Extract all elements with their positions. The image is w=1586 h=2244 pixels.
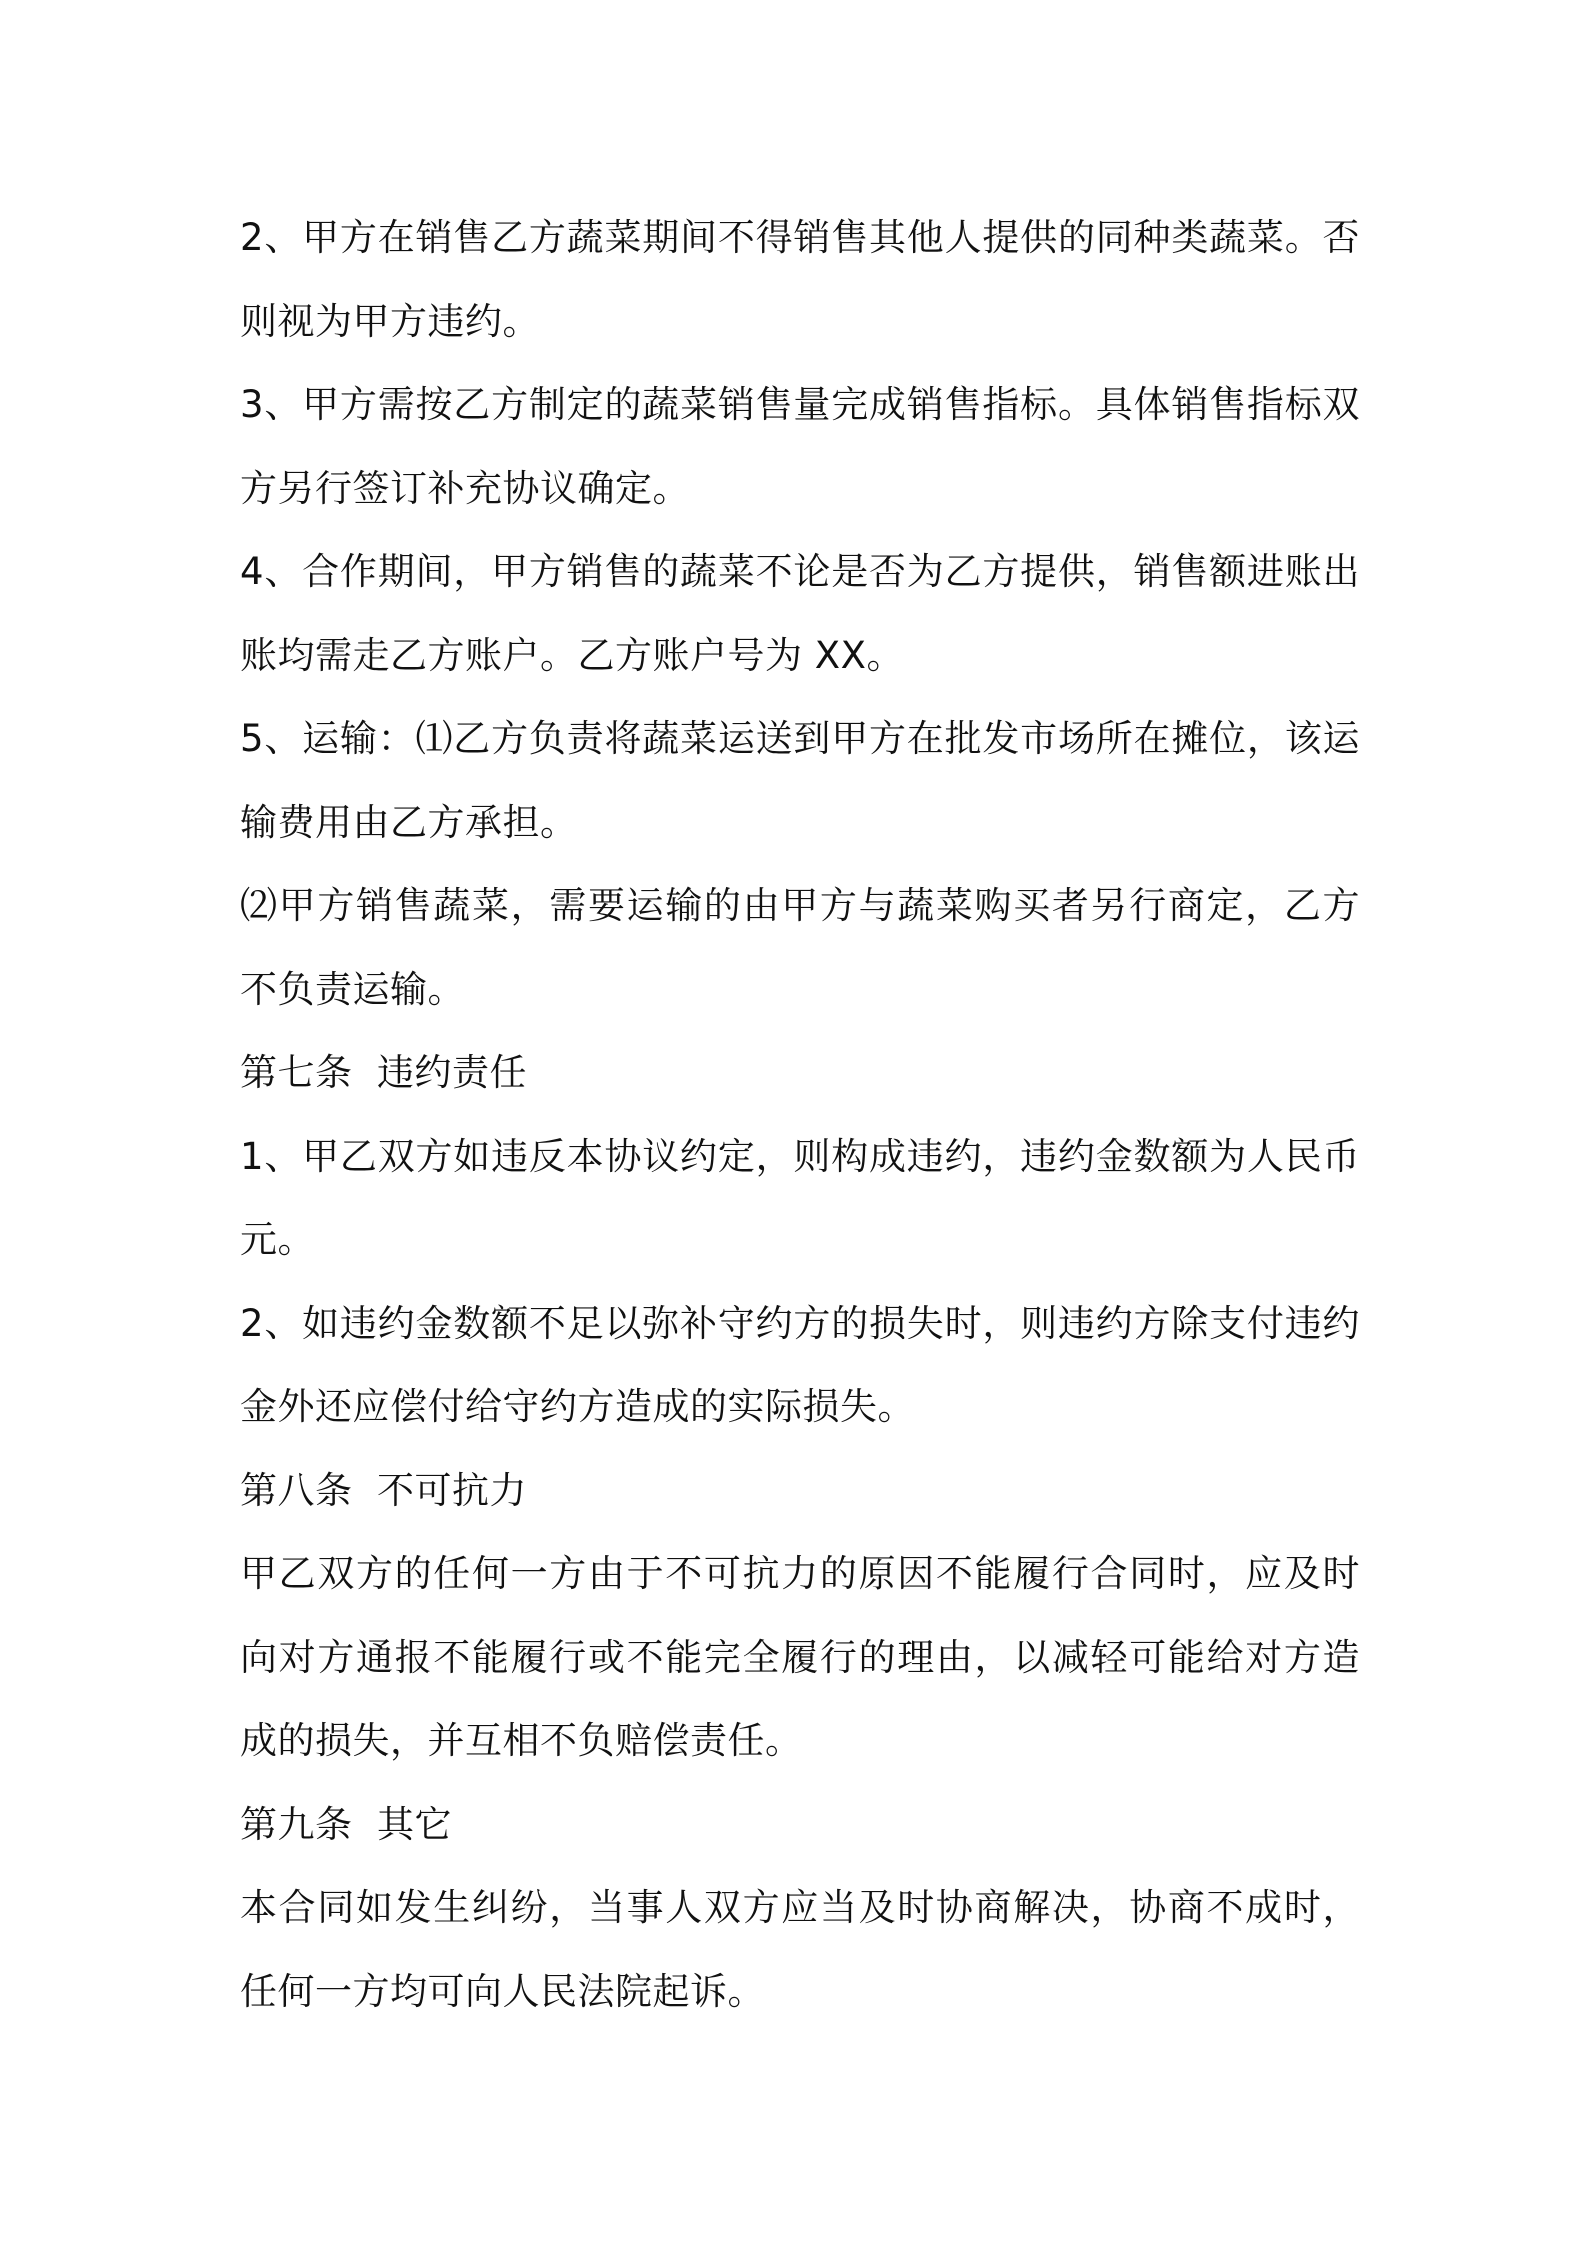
document-body <box>240 196 1360 2033</box>
clause-9-heading: 第九条 其它 <box>240 1802 453 1846</box>
clause-7-item-1: 1、甲乙双方如违反本协议约定，则构成违约，违约金数额为人民币元。 <box>240 1134 1360 1261</box>
clause-6-item-3: 3、甲方需按乙方制定的蔬菜销售量完成销售指标。具体销售指标双方另行签订补充协议确定。 <box>240 383 1360 510</box>
clause-8-heading: 第八条 不可抗力 <box>240 1468 528 1512</box>
clause-7-heading: 第七条 违约责任 <box>240 1051 528 1094</box>
clause-6-item-5: 5、运输：⑴乙方负责将蔬菜运送到甲方在批发市场所在摊位，该运输费用由乙方承担。 <box>240 717 1360 844</box>
clause-6-item-5-sub-2: ⑵甲方销售蔬菜，需要运输的由甲方与蔬菜购买者另行商定，乙方不负责运输。 <box>240 884 1360 1011</box>
clause-7-item-2: 2、如违约金数额不足以弥补守约方的损失时，则违约方除支付违约金外还应偿付给守约方造成的实际损失。 <box>240 1301 1360 1428</box>
clause-9-body: 本合同如发生纠纷，当事人双方应当及时协商解决，协商不成时，任何一方均可向人民法院起诉。 <box>240 1886 1360 2013</box>
clause-6-item-2: 2、甲方在销售乙方蔬菜期间不得销售其他人提供的同种类蔬菜。否则视为甲方违约。 <box>240 216 1360 343</box>
clause-8-body: 甲乙双方的任何一方由于不可抗力的原因不能履行合同时，应及时向对方通报不能履行或不能完全履行的理由，以减轻可能给对方造成的损失，并互相不负赔偿责任。 <box>240 1552 1360 1762</box>
clause-6-item-4: 4、合作期间，甲方销售的蔬菜不论是否为乙方提供，销售额进账出账均需走乙方账户。乙方账户号为 XX。 <box>240 550 1360 677</box>
